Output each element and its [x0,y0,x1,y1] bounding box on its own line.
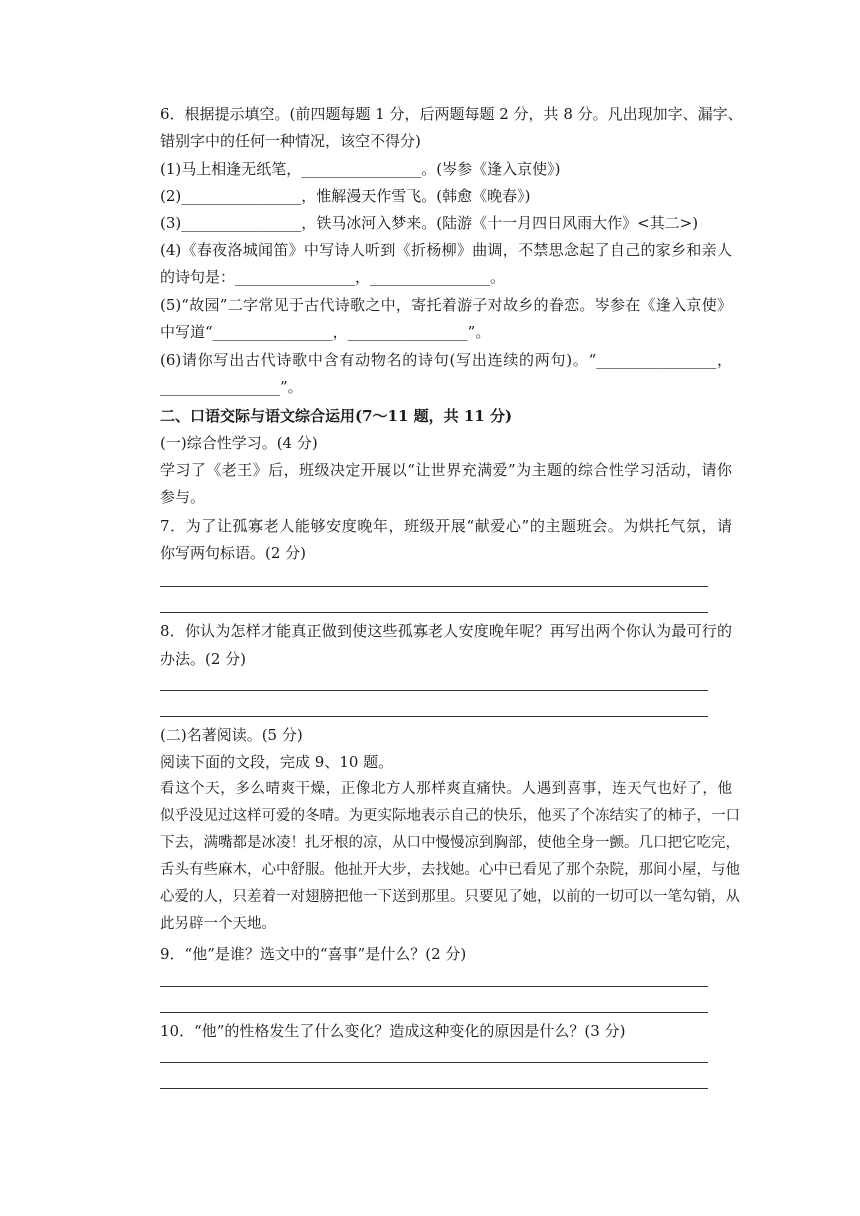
q6-item2: (2)________________，惟解漫天作雪飞。(韩愈《晚春》) [160,187,531,205]
q7-line2: 你写两句标语。(2 分) [160,544,307,562]
q9-answer-line-1[interactable] [160,986,708,987]
part1-intro-line1: 学习了《老王》后，班级决定开展以“让世界充满爱”为主题的综合性学习活动，请你 [160,461,732,479]
q6-item5-line2: 中写道“________________，________________”。 [160,323,491,341]
q6-intro-line2: 错别字中的任何一种情况，该空不得分) [160,132,421,150]
passage-line-5: 心爱的人，只差着一对翅膀把他一下送到那里。只要见了她，以前的一切可以一笔勾销，从 [160,889,740,905]
q6-item4-line1: (4)《春夜洛城闻笛》中写诗人听到《折杨柳》曲调，不禁思念起了自己的家乡和亲人 [160,241,732,259]
passage-line-4: 舌头有些麻木，心中舒服。他扯开大步，去找她。心中已看见了那个杂院，那间小屋，与他 [160,862,740,878]
q6-intro-line1: 6．根据提示填空。(前四题每题 1 分，后两题每题 2 分，共 8 分。凡出现加字、漏字、 [160,105,743,123]
q7-line1: 7．为了让孤寡老人能够安度晚年，班级开展“献爱心”的主题班会。为烘托气氛，请 [160,517,732,535]
passage-line-1: 看这个天，多么晴爽干燥，正像北方人那样爽直痛快。人遇到喜事，连天气也好了，他 [160,781,732,797]
passage-line-3: 下去，满嘴都是冰凌！扎牙根的凉，从口中慢慢凉到胸部，使他全身一颤。几口把它吃完， [160,835,740,851]
q6-item6-line1: (6)请你写出古代诗歌中含有动物名的诗句(写出连续的两句)。“________________， [160,351,732,369]
q7-answer-line-2[interactable] [160,612,708,613]
part1-title: (一)综合性学习。(4 分) [160,434,318,452]
q10-text: 10．“他”的性格发生了什么变化？造成这种变化的原因是什么？(3 分) [160,1022,626,1040]
q10-answer-line-2[interactable] [160,1088,708,1089]
q6-item1: (1)马上相逢无纸笔，________________。(岑参《逢入京使》) [160,160,561,178]
q6-item6-line2: ________________”。 [160,378,303,396]
q8-answer-line-2[interactable] [160,716,708,717]
section2-heading: 二、口语交际与语文综合运用(7～11 题，共 11 分) [160,407,513,425]
part2-intro: 阅读下面的文段，完成 9、10 题。 [160,753,394,771]
part2-title: (二)名著阅读。(5 分) [160,726,303,744]
q7-answer-line-1[interactable] [160,586,708,587]
q9-text: 9．“他”是谁？选文中的“喜事”是什么？(2 分) [160,945,467,963]
passage-line-2: 似乎没见过这样可爱的冬晴。为更实际地表示自己的快乐，他买了个冻结实了的柿子，一口 [160,808,740,824]
q10-answer-line-1[interactable] [160,1062,708,1063]
q8-line1: 8．你认为怎样才能真正做到使这些孤寡老人安度晚年呢？再写出两个你认为最可行的 [160,622,732,640]
q9-answer-line-2[interactable] [160,1012,708,1013]
part1-intro-line2: 参与。 [160,488,206,506]
q8-answer-line-1[interactable] [160,690,708,691]
q6-item3: (3)________________，铁马冰河入梦来。(陆游《十一月四日风雨大作》<其二>) [160,214,699,232]
q6-item4-line2: 的诗句是：________________，________________。 [160,268,506,286]
q8-line2: 办法。(2 分) [160,650,247,668]
passage-line-6: 此另辟一个天地。 [160,916,276,932]
q6-item5-line1: (5)“故园”二字常见于古代诗歌之中，寄托着游子对故乡的眷恋。岑参在《逢入京使》 [160,296,732,314]
